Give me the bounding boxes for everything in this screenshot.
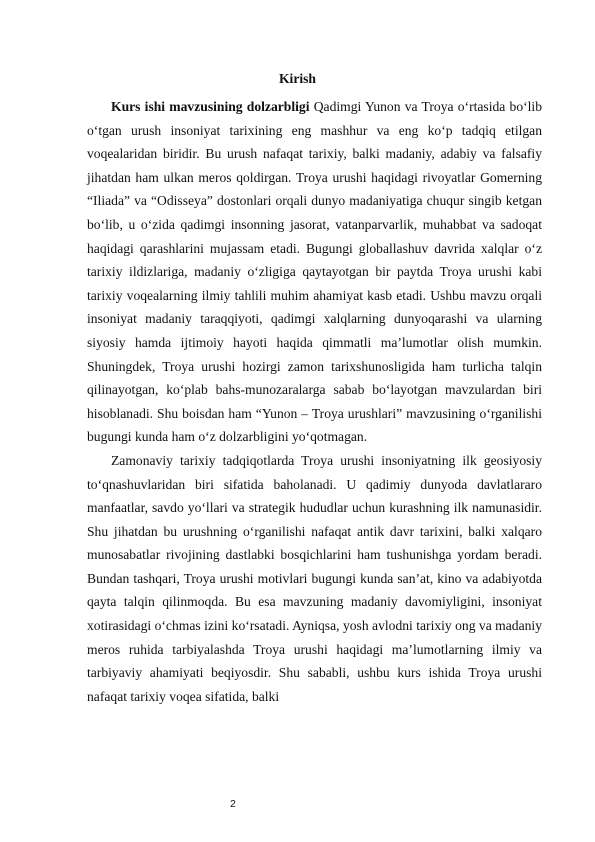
paragraph-modern-research <box>87 449 542 709</box>
section-title: Kirish <box>278 71 316 86</box>
body-text <box>87 95 542 708</box>
paragraph-text: Zamonaviy tarixiy tadqiqotlarda Troya urushi insoniyatning ilk geosiyosiy to‘qnashuvlaridan biri sifatida baholanadi. U qadimiy dunyoda davlatlararo manfaatlar, savdo yo‘llari va strategik hududlar uchun kurashning ilk namunasidir. Shu jihatdan bu urushning o‘rganilishi nafaqat antik davr tarixini, balki xalqaro munosabatlar rivojining dastlabki bosqichlarini ham tushunishga yordam beradi. Bundan tashqari, Troya urushi motivlari bugungi kunda san’at, kino va adabiyotda qayta talqin qilinmoqda. Bu esa mavzuning madaniy davomiyligini, insoniyat xotirasidagi o‘chmas izini ko‘rsatadi. Ayniqsa, yosh avlodni tarixiy ong va madaniy meros ruhida tarbiyalashda Troya urushi haqidagi ma’lumotlarning ilmiy va tarbiyaviy ahamiyati beqiyosdir. Shu sababli, ushbu kurs ishida Troya urushi nafaqat tarixiy voqea sifatida, balki <box>87 452 542 704</box>
paragraph-relevance <box>87 95 542 449</box>
paragraph-text: Qadimgi Yunon va Troya o‘rtasida bo‘lib o‘tgan urush insoniyat tarixining eng mashhur va eng ko‘p tadqiq etilgan voqealaridan biridir. Bu urush nafaqat tarixiy, balki madaniy, adabiy va falsafiy jihatdan ham ulkan meros qoldirgan. Troya urushi haqidagi rivoyatlar Gomerning “Iliada” va “Odisseya” dostonlari orqali dunyo madaniyatiga chuqur singib ketgan bo‘lib, u o‘zida qadimgi insonning jasorat, vatanparvarlik, muhabbat va sadoqat haqidagi qarashlarini mujassam etadi. Bugungi globallashuv davrida xalqlar o‘z tarixiy ildizlariga, madaniy o‘zligiga qaytayotgan bir paytda Troya urushi kabi tarixiy voqealarning ilmiy tahlili muhim ahamiyat kasb etadi. Ushbu mavzu orqali insoniyat madaniy taraqqiyoti, qadimgi xalqlarning dunyoqarashi va ularning siyosiy hamda ijtimoiy hayoti haqida qimmatli ma’lumotlar olish mumkin. Shuningdek, Troya urushi hozirgi zamon tarixshunosligida ham turlicha talqin qilinayotgan, ko‘plab bahs-munozaralarga sabab bo‘layotgan mavzulardan biri hisoblanadi. Shu boisdan ham “Yunon – Troya urushlari” mavzusining o‘rganilishi bugungi kunda ham o‘z dolzarbligini yo‘qotmagan. <box>87 99 542 445</box>
paragraph-lead: Kurs ishi mavzusining dolzarbligi <box>111 99 310 114</box>
page-number: 2 <box>230 798 236 810</box>
